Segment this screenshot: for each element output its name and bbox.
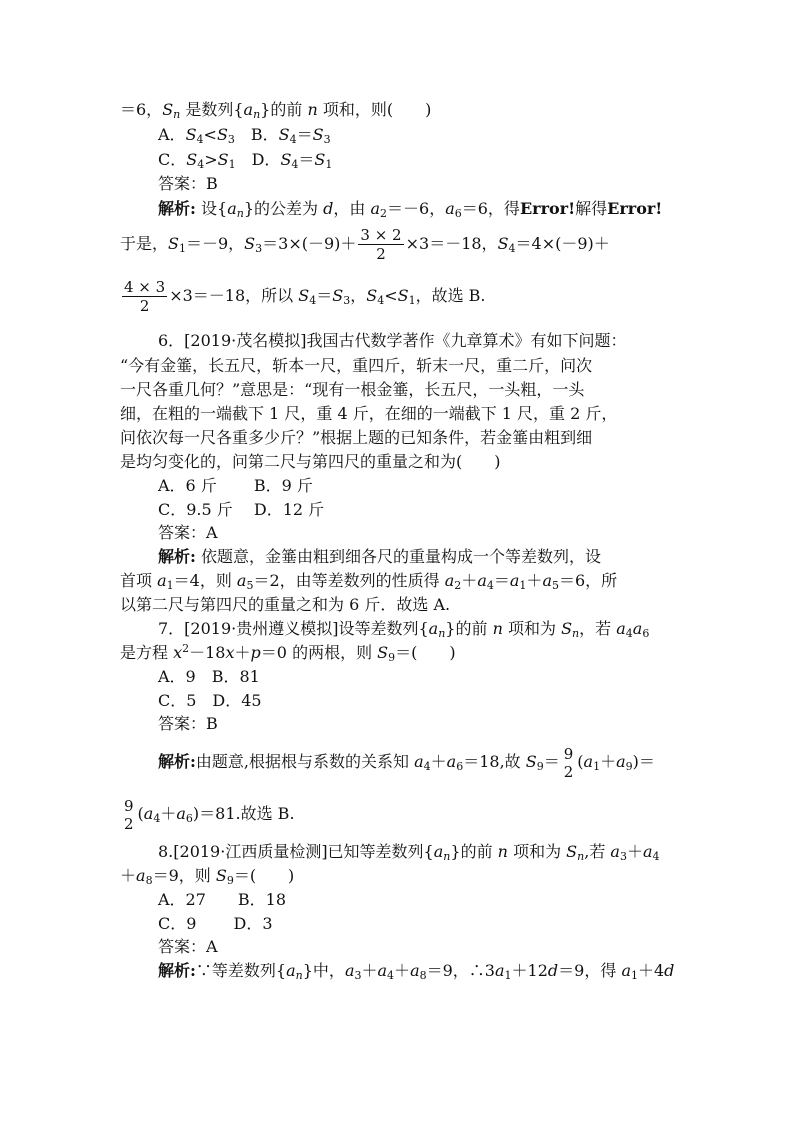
fraction-denominator: 2	[563, 762, 574, 781]
q6-analysis-line3: 以第二尺与第四尺的重量之和为 6 斤．故选 A.	[120, 595, 451, 614]
q7-analysis-line2: 9 2 $(a_4+a_6)=81$.故选 B.	[124, 796, 295, 833]
fraction-denominator: 2	[376, 245, 386, 263]
q5-analysis-line1: 解析: 设$\{a_n\}$的公差为 d，由 $a_2=-6$，$a_6=6$，得Error!解得Error!	[158, 199, 663, 220]
q5-analysis-line3: $\frac{4 \times 3}{2}$ ×3＝－18，所以 $S_4=S_3$，$S_4<S_1$，故选 B.	[124, 278, 486, 315]
q6-analysis-text: 依题意，金箠由粗到细各尺的重量构成一个等差数列，设	[201, 547, 602, 566]
q5-stem: ＝6，$S_n$ 是数列$\{a_n\}$的前 n 项和，则( )	[120, 100, 432, 121]
q5-options-cd: C．$S_4>S_1$ D．$S_4=S_1$	[158, 150, 333, 171]
q6-analysis-line2: 首项 $a_1=4$，则 $a_5=2$，由等差数列的性质得 $a_2+a_4=a_1+a_5=6$，所	[120, 571, 618, 592]
q7-options-ab: A．9 B．81	[158, 667, 260, 686]
q6-answer: 答案：A	[158, 523, 218, 542]
fraction	[122, 278, 167, 315]
q8-options-cd: C．9 D．3	[158, 914, 273, 933]
q6-options-ab: A．6 斤 B．9 斤	[158, 476, 313, 495]
q7-stem-line2: 是方程 $x^2-18x+p=0$ 的两根，则 $S_9=$( )	[120, 642, 456, 664]
q7-analysis-line1: 解析:由题意,根据根与系数的关系知 $a_4+a_6=18$,故 $S_9=$ 9 2 $(a_1+a_9)=$	[158, 744, 655, 781]
q5-analysis-line2: 于是，$S_1=-9$，$S_3=3\times(-9)+$ $\frac{3 \times 2}{2}$ ×3＝－18，$S_4=4\times(-9)+$	[120, 226, 610, 263]
q7-answer: 答案：B	[158, 714, 218, 733]
q5-analysis-label: 解析:	[158, 199, 196, 218]
fraction-numerator: 9	[563, 744, 574, 763]
q5-answer: 答案：B	[158, 174, 218, 193]
q6-analysis-line1	[158, 545, 680, 569]
q6-stem-line4: 细，在粗的一端截下 1 尺，重 4 斤，在细的一端截下 1 尺，重 2 斤，	[120, 404, 618, 423]
q6-analysis-label: 解析:	[158, 547, 196, 566]
fraction-numerator: 9	[124, 796, 134, 815]
q8-stem-line2: $+a_8=9$，则 $S_9=$( )	[120, 866, 295, 887]
fraction-denominator: 2	[139, 297, 150, 315]
q7-options-cd: C．5 D．45	[158, 691, 262, 710]
q6-stem-line2: “今有金箠，长五尺，斩本一尺，重四斤，斩末一尺，重二斤，问次	[120, 356, 593, 375]
q6-stem-line3: 一尺各重几何？”意思是：“现有一根金箠，长五尺，一头粗，一头	[120, 380, 585, 399]
q6-stem-line6: 是均匀变化的，问第二尺与第四尺的重量之和为( )	[120, 452, 501, 471]
fraction	[122, 797, 136, 833]
fraction-denominator: 2	[124, 814, 134, 833]
q8-analysis-label: 解析:	[158, 961, 196, 980]
q6-options-cd: C．9.5 斤 D．12 斤	[158, 500, 325, 519]
q6-stem-line1: 6．[2019·茂名模拟]我国古代数学著作《九章算术》有如下问题：	[158, 331, 627, 350]
q6-stem-line5: 问依次每一尺各重多少斤？”根据上题的已知条件，若金箠由粗到细	[120, 428, 593, 447]
q5-options-ab: A．$S_4<S_3$ B．$S_4=S_3$	[158, 125, 331, 146]
fraction	[562, 745, 576, 781]
fraction-numerator: 3 × 2	[360, 226, 402, 244]
q7-analysis-label: 解析:	[158, 752, 196, 771]
fraction	[358, 226, 403, 263]
q8-stem-line1: 8.[2019·江西质量检测]已知等差数列$\{a_n\}$的前 n 项和为 $S_n$,若 $a_3+a_4$	[158, 842, 660, 863]
q8-analysis-line1: 解析:∵等差数列$\{a_n\}$中，$a_3+a_4+a_8=9$，$\therefore 3a_1+12d=9$，得 $a_1+4d$	[158, 961, 675, 982]
q8-options-ab: A．27 B．18	[158, 890, 287, 909]
q7-stem-line1: 7．[2019·贵州遵义模拟]设等差数列$\{a_n\}$的前 n 项和为 $S_n$，若 $a_4a_6$	[158, 619, 650, 640]
q8-answer: 答案：A	[158, 937, 218, 956]
fraction-numerator: 4 × 3	[124, 278, 166, 296]
